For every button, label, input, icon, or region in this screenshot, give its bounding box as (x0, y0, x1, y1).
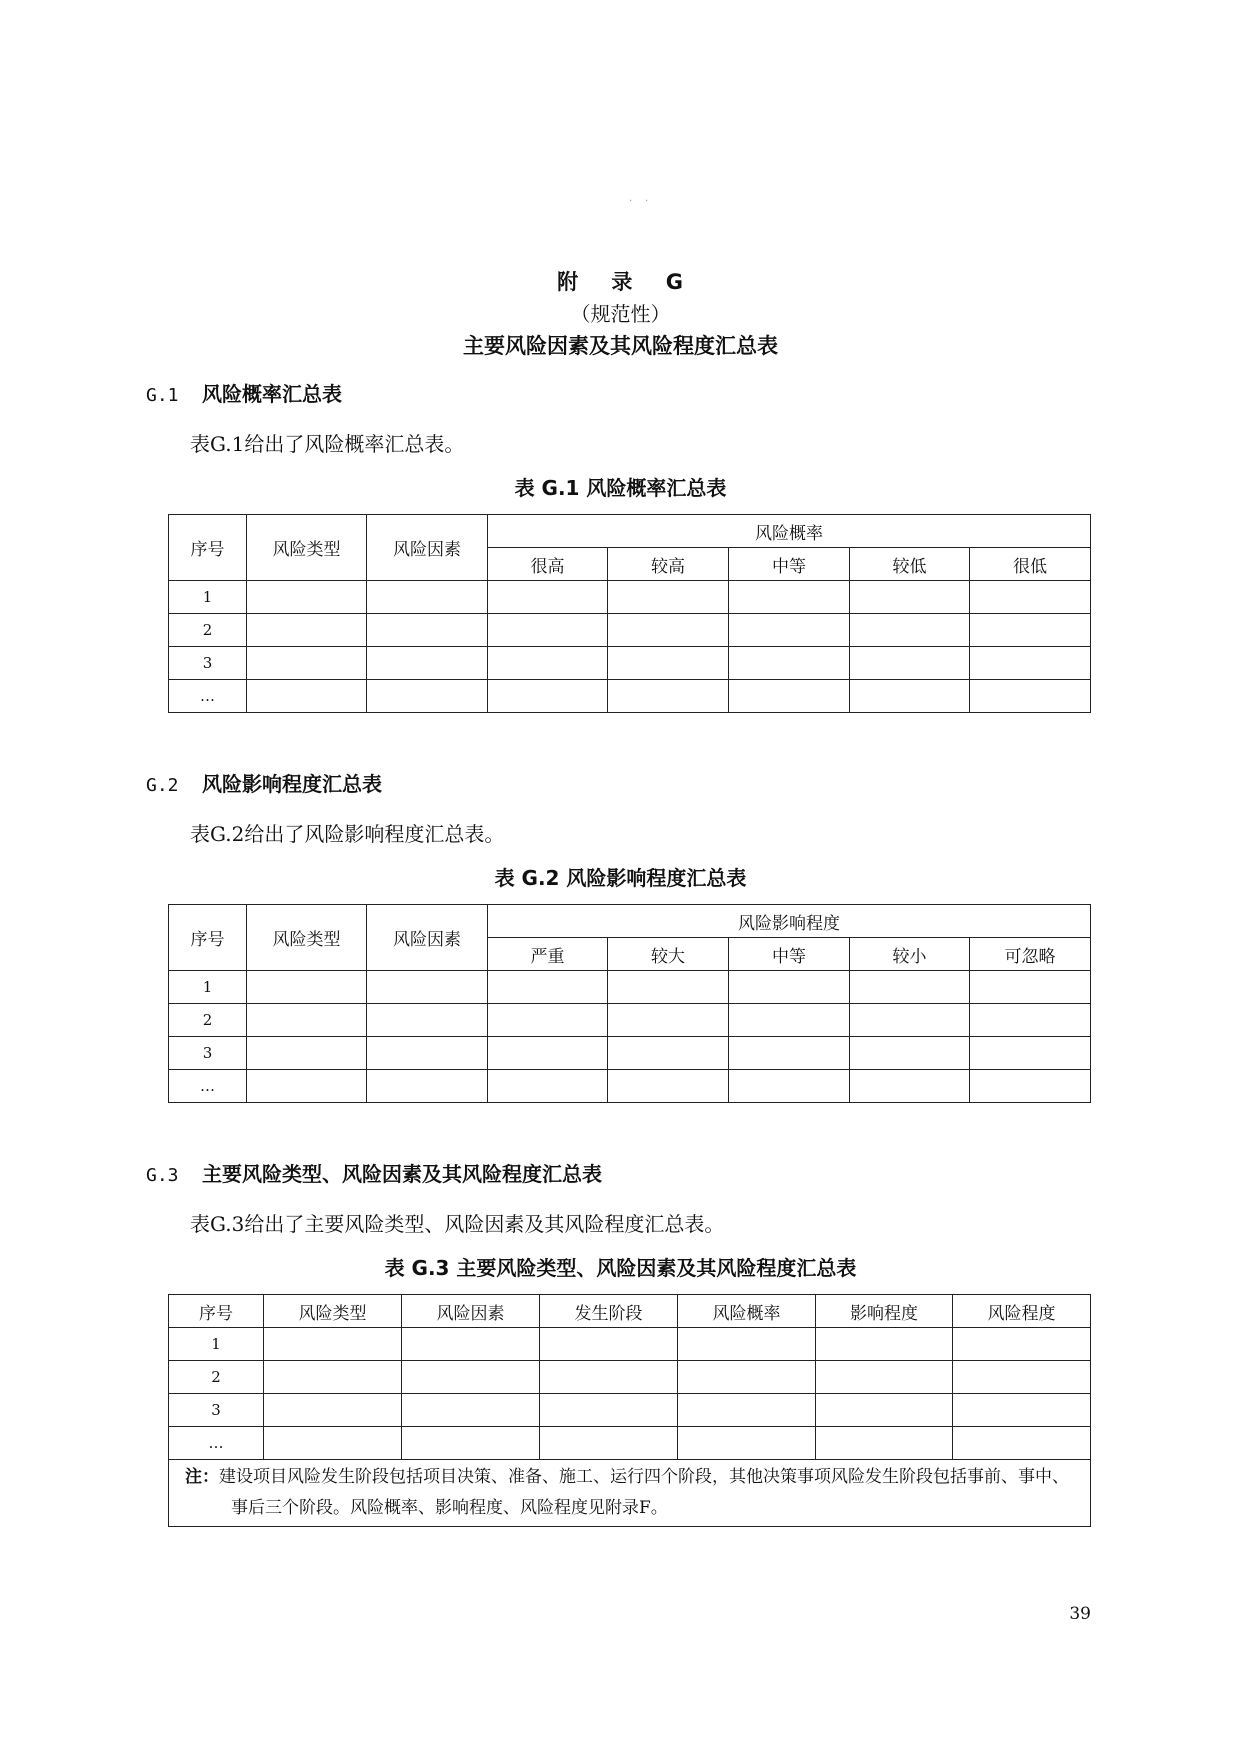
row-index: … (169, 1427, 264, 1460)
table-row (169, 647, 1091, 680)
section-intro: 表G.1给出了风险概率汇总表。 (190, 432, 465, 456)
header-cell: 风险类型 (247, 515, 367, 581)
sub-header-cell: 较高 (608, 548, 729, 581)
note-text: 建设项目风险发生阶段包括项目决策、准备、施工、运行四个阶段，其他决策事项风险发生阶段包括事前、事中、事后三个阶段。风险概率、影响程度、风险程度见附录F。 (219, 1467, 1069, 1518)
section-intro: 表G.3给出了主要风险类型、风险因素及其风险程度汇总表。 (190, 1212, 725, 1236)
header-cell: 序号 (169, 515, 247, 581)
header-cell: 风险因素 (367, 905, 488, 971)
appendix-name: 主要风险因素及其风险程度汇总表 (463, 334, 778, 358)
sub-header-cell: 很高 (488, 548, 608, 581)
section-number: G.3 (146, 1165, 179, 1186)
group-header-cell: 风险概率 (488, 515, 1091, 548)
table-row (169, 1361, 1091, 1394)
table-row (169, 1037, 1091, 1070)
header-cell: 风险因素 (367, 515, 488, 581)
header-cell: 风险类型 (264, 1295, 402, 1328)
row-index: 2 (169, 614, 247, 647)
row-index: … (169, 1070, 247, 1103)
scan-mark: · (645, 196, 649, 207)
scan-mark: · (629, 196, 633, 207)
section-title: 主要风险类型、风险因素及其风险程度汇总表 (202, 1162, 602, 1186)
section-title: 风险影响程度汇总表 (202, 772, 382, 796)
appendix-label-3: G (665, 270, 684, 294)
header-cell: 风险类型 (247, 905, 367, 971)
table-row (169, 1004, 1091, 1037)
risk-probability-table (168, 514, 1091, 713)
row-index: 3 (169, 647, 247, 680)
table-row (169, 1328, 1091, 1361)
appendix-title (0, 266, 1241, 296)
page-number: 39 (1069, 1604, 1091, 1624)
row-index: 1 (169, 581, 247, 614)
section-heading-g2 (146, 768, 382, 797)
sub-header-cell: 较大 (608, 938, 729, 971)
table-row (169, 614, 1091, 647)
sub-header-cell: 严重 (488, 938, 608, 971)
table-caption: 表 G.2 风险影响程度汇总表 (494, 866, 747, 890)
row-index: 2 (169, 1361, 264, 1394)
header-cell: 风险程度 (953, 1295, 1091, 1328)
sub-header-cell: 较低 (850, 548, 970, 581)
table-row (169, 581, 1091, 614)
sub-header-cell: 中等 (729, 548, 850, 581)
sub-header-cell: 较小 (850, 938, 970, 971)
header-cell: 序号 (169, 1295, 264, 1328)
table-row (169, 1070, 1091, 1103)
table-row (169, 680, 1091, 713)
risk-summary-table (168, 1294, 1091, 1527)
table-row (169, 971, 1091, 1004)
section-intro: 表G.2给出了风险影响程度汇总表。 (190, 822, 505, 846)
section-title: 风险概率汇总表 (202, 382, 342, 406)
row-index: 3 (169, 1037, 247, 1070)
header-cell: 发生阶段 (540, 1295, 678, 1328)
table-note (169, 1460, 1091, 1527)
appendix-label-1: 附 (557, 270, 580, 294)
group-header-cell: 风险影响程度 (488, 905, 1091, 938)
header-cell: 风险概率 (678, 1295, 816, 1328)
header-cell: 序号 (169, 905, 247, 971)
row-index: 1 (169, 1328, 264, 1361)
appendix-type: （规范性） (570, 302, 671, 326)
appendix-label-2: 录 (611, 270, 634, 294)
table-row (169, 1394, 1091, 1427)
sub-header-cell: 很低 (970, 548, 1091, 581)
header-cell: 风险因素 (402, 1295, 540, 1328)
sub-header-cell: 可忽略 (970, 938, 1091, 971)
row-index: … (169, 680, 247, 713)
table-caption: 表 G.3 主要风险类型、风险因素及其风险程度汇总表 (384, 1256, 857, 1280)
risk-impact-table (168, 904, 1091, 1103)
section-number: G.2 (146, 775, 179, 796)
table-caption: 表 G.1 风险概率汇总表 (514, 476, 727, 500)
table-row (169, 1427, 1091, 1460)
section-number: G.1 (146, 385, 179, 406)
section-heading-g1 (146, 378, 342, 407)
row-index: 2 (169, 1004, 247, 1037)
note-label: 注： (185, 1467, 219, 1487)
header-cell: 影响程度 (816, 1295, 953, 1328)
section-heading-g3 (146, 1158, 602, 1187)
row-index: 1 (169, 971, 247, 1004)
row-index: 3 (169, 1394, 264, 1427)
sub-header-cell: 中等 (729, 938, 850, 971)
